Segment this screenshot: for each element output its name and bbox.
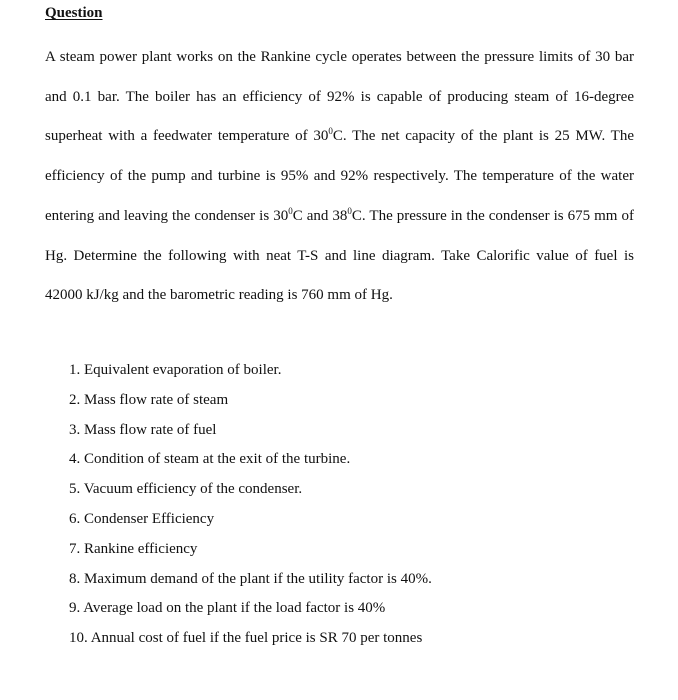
list-item-number: 4 . (69, 451, 84, 467)
list-item-number: 2 . (69, 392, 84, 408)
list-item-number: 3 . (69, 422, 84, 438)
paragraph-text-4: C. The pressure in the condenser is 675 mm of Hg. Determine the following with neat T-S and line diagram. Take Calorific value of fuel is 42000 kJ/kg and the barometric reading is 760 mm of Hg. (45, 207, 634, 304)
list-item-number: 5 . (69, 481, 84, 497)
list-item (69, 505, 432, 535)
list-item-text: Equivalent evaporation of boiler. (84, 362, 282, 378)
list-item-number: 9 . (69, 600, 83, 616)
degree-superscript: 0 (347, 205, 352, 216)
list-item (69, 416, 432, 446)
list-item (69, 475, 432, 505)
list-item (69, 565, 432, 595)
list-item-number: 10 . (69, 630, 91, 646)
list-item-text: Mass flow rate of fuel (84, 421, 217, 438)
list-item (69, 356, 432, 386)
list-item-text: Rankine efficiency (84, 540, 198, 557)
degree-superscript: 0 (288, 205, 293, 216)
list-item (69, 535, 432, 565)
paragraph-text-1: A steam power plant works on the Rankine cycle operates between the pressure limits of 30 bar and 0.1 bar. The boiler has an efficiency of 92% is capable of producing steam of 16-degree superheat with a feedwater temperature of 30 (45, 49, 634, 145)
list-item (69, 445, 432, 475)
degree-superscript: 0 (328, 126, 333, 137)
list-item-number: 6 . (69, 511, 84, 527)
question-paragraph (45, 38, 634, 316)
list-item (69, 594, 432, 624)
list-item-text: Maximum demand of the plant if the utility factor is 40%. (84, 570, 432, 587)
paragraph-text-2: C. The net capacity of the plant is 25 MW. The efficiency of the pump and turbine is 95% and 92% respectively. The temperature of the water entering and leaving the condenser is 30 (45, 128, 634, 224)
list-item-text: Vacuum efficiency of the condenser. (83, 481, 303, 498)
list-item-text: Average load on the plant if the load factor is 40% (83, 600, 386, 617)
list-item (69, 386, 432, 416)
list-item-text: Annual cost of fuel if the fuel price is SR 70 per tonnes (90, 630, 423, 647)
list-item-number: 7 . (69, 541, 84, 557)
list-item-number: 8 . (69, 571, 84, 587)
list-item (69, 624, 432, 654)
list-item-text: Condition of steam at the exit of the turbine. (84, 451, 351, 468)
paragraph-text-3: C and 38 (292, 207, 348, 224)
list-item-text: Mass flow rate of steam (84, 391, 229, 408)
requirements-list (69, 356, 432, 654)
question-heading: Question (45, 5, 103, 21)
list-item-number: 1 . (69, 362, 84, 378)
list-item-text: Condenser Efficiency (84, 510, 215, 527)
